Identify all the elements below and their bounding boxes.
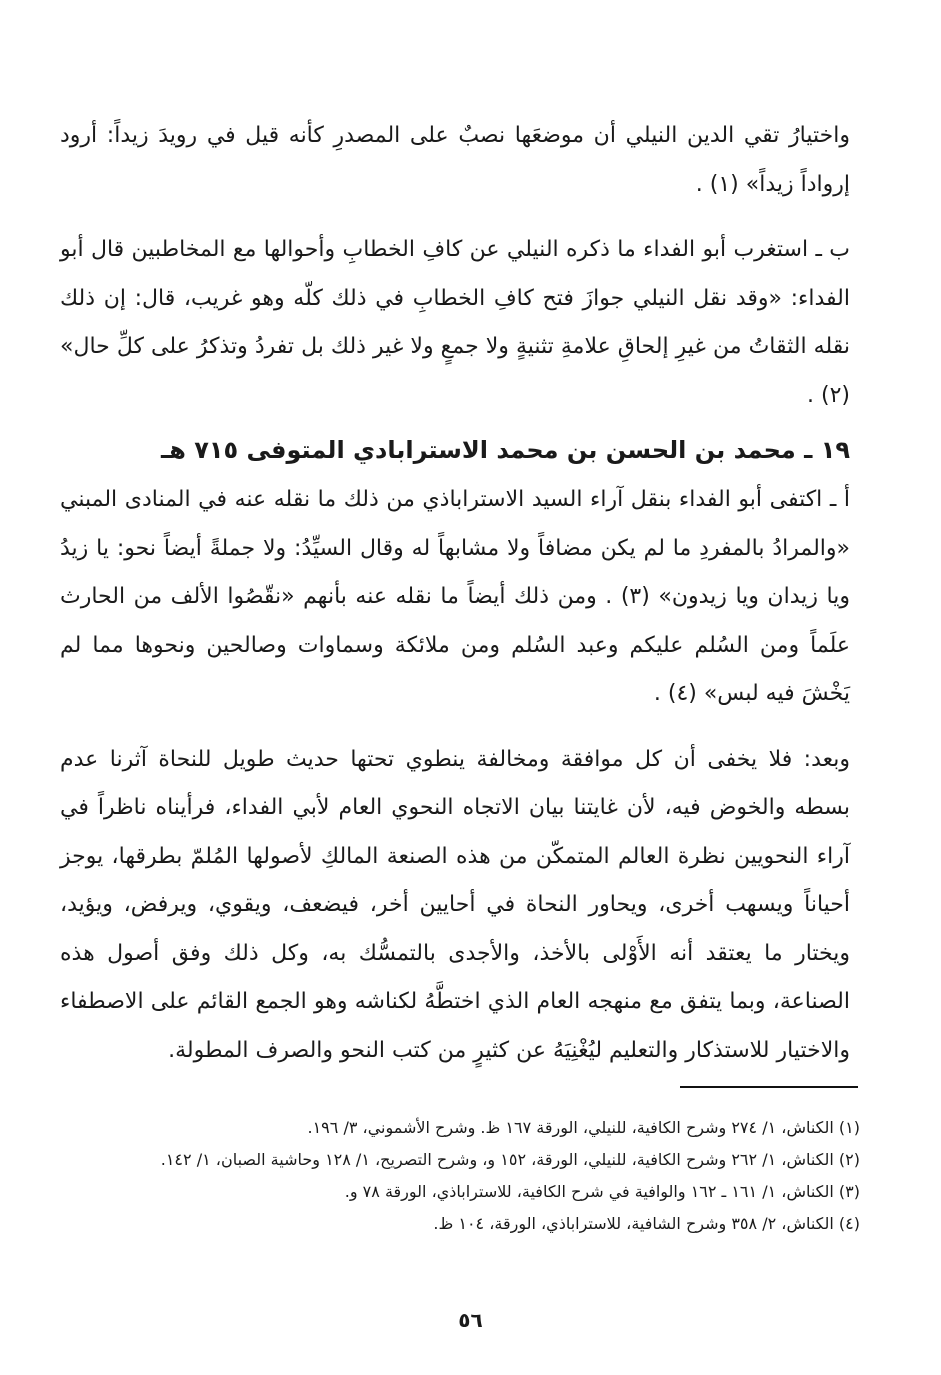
main-text <box>60 112 850 1075</box>
footnote: (٣) الكناش، ١/ ١٦١ ـ ١٦٢ والوافية في شرح الكافية، للاستراباذي، الورقة ٧٨ و. <box>344 1182 860 1201</box>
paragraph: واختيارُ تقي الدين النيلي أن موضعَها نصبٌ على المصدرِ كأنه قيل في رويدَ زيداً: أرود إرواداً زيداً» (١) . <box>60 123 850 197</box>
footnote: (٤) الكناش، ٢/ ٣٥٨ وشرح الشافية، للاستراباذي، الورقة، ١٠٤ ظ. <box>433 1214 860 1233</box>
footnotes <box>60 1112 860 1240</box>
page-number: ٥٦ <box>458 1308 483 1332</box>
footnote: (١) الكناش، ١/ ٢٧٤ وشرح الكافية، للنيلي، الورقة ١٦٧ ظ. وشرح الأشموني، ٣/ ١٩٦. <box>307 1118 860 1137</box>
paragraph: أ ـ اكتفى أبو الفداء بنقل آراء السيد الاستراباذي من ذلك ما نقله عنه في المنادى المبني «والمرادُ بالمفردِ ما لم يكن مضافاً ولا مشابهاً له وقال السيِّدُ: ولا جملةً أيضاً نحو: يا زيدُ ويا زيدان ويا زيدون» (٣) . ومن ذلك أيضاً ما نقله عنه بأنهم «نقّصُوا الألف من الحارث علَماً ومن السُلم عليكم وعبد السُلم ومن ملائكة وسماوات وصالحين ونحوها مما لم يَخْشَ فيه لبس» (٤) . <box>60 487 850 706</box>
footnote: (٢) الكناش، ١/ ٢٦٢ وشرح الكافية، للنيلي، الورقة، ١٥٢ و، وشرح التصريح، ١/ ١٢٨ وحاشية الصبان، ١/ ١٤٢. <box>160 1150 860 1169</box>
paragraph: وبعد: فلا يخفى أن كل موافقة ومخالفة ينطوي تحتها حديث طويل للنحاة آثرنا عدم بسطه والخوض فيه، لأن غايتنا بيان الاتجاه النحوي العام لأبي الفداء، فرأيناه ناظراً في آراء النحويين نظرة العالم المتمكّن من هذه الصنعة المالكِ لأصولها المُلمّ بطرقها، يوجز أحياناً ويسهب أخرى، ويحاور النحاة في أحايين أخر، فيضعف، ويقوي، ويرفض، ويؤيد، ويختار ما يعتقد أنه الأَوْلى بالأخذ، والأجدى بالتمسُّك به، وكل ذلك وفق أصول هذه الصناعة، وبما يتفق مع منهجه العام الذي اختطَّهُ لكناشه وهو الجمع القائم على الاصطفاء والاختيار للاستذكار والتعليم ليُغْنِيَهُ عن كثيرٍ من كتب النحو والصرف المطولة. <box>60 746 850 1063</box>
section-heading: ١٩ ـ محمد بن الحسن بن محمد الاسترابادي المتوفى ٧١٥ هـ <box>160 436 850 464</box>
footnote-divider <box>680 1086 858 1088</box>
paragraph: ب ـ استغرب أبو الفداء ما ذكره النيلي عن كافِ الخطابِ وأحوالها مع المخاطبين قال أبو الفداء: «وقد نقل النيلي جوازَ فتح كافِ الخطابِ في ذلك كلّه وهو غريب، قال: إن ذلك نقله الثقاتُ من غيرِ إلحاقِ علامةِ تثنيةٍ ولا جمعٍ ولا غير ذلك بل تفردُ وتذكرُ على كلِّ حال» (٢) . <box>60 237 850 408</box>
